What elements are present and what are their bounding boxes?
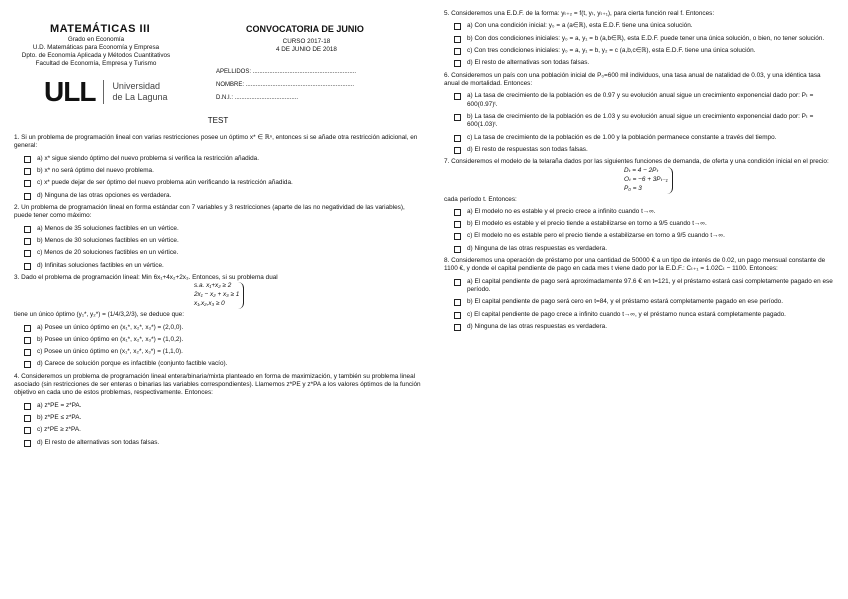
question (444, 10, 836, 68)
option-text: b) x* no será óptimo del nuevo problema. (37, 166, 154, 174)
right-questions (444, 10, 836, 335)
question-continuation: tiene un único óptimo (y₁*, y₂*) = (1/4/3,2/3), se deduce que: (14, 311, 185, 319)
checkbox[interactable] (24, 403, 31, 410)
option-text: b) El modelo es estable y el precio tiende a estabilizarse en torno a 9/5 cuando t→∞. (467, 220, 707, 228)
left-column (14, 0, 422, 446)
test-title: TEST (207, 116, 229, 125)
answer-option[interactable] (24, 167, 422, 175)
left-questions (14, 134, 422, 451)
answer-option[interactable] (24, 348, 422, 356)
question-text: 5. Consideremos una E.D.F. de la forma: yₜ₊₂ = f(t, yₜ, yₜ₊₁), para cierta función real f. Entonces: (444, 10, 715, 17)
math-brace (194, 282, 244, 309)
answer-option[interactable] (454, 323, 836, 331)
unit: U.D. Matemáticas para Economía y Empresa (32, 43, 160, 51)
exam-header (14, 0, 422, 112)
convocatoria: CONVOCATORIA DE JUNIO (246, 24, 364, 34)
question-text: 6. Consideremos un país con una población inicial de P₀=600 mil individuos, una tasa anual de natalidad de 0.03, y una idéntica tasa anual de mortalidad. Entonces: (444, 71, 821, 87)
checkbox[interactable] (454, 299, 461, 306)
checkbox[interactable] (24, 415, 31, 422)
math-line: Dₜ = 4 − 2Pₜ (624, 166, 659, 174)
option-text: c) El modelo no es estable pero el precio tiende a estabilizarse en torno a 9/5 cuando t→∞. (467, 232, 725, 240)
course: CURSO 2017-18 (282, 38, 331, 45)
question (14, 274, 422, 369)
checkbox[interactable] (24, 250, 31, 257)
answer-option[interactable] (454, 35, 836, 43)
answer-option[interactable] (454, 245, 836, 253)
option-text: c) La tasa de crecimiento de la población es de 1.00 y la población permanece constante a través del tiempo. (467, 133, 777, 141)
checkbox[interactable] (24, 349, 31, 356)
question-text: 4. Consideremos un problema de programación lineal entera/binaria/mixta planteado en forma de maximización, y también su problema lineal asociado (sin restricciones de ser enteras o binarias las variables correspondientes). Llamemos z*PE y z*PA a los valores óptimos de la función objetivo en cada uno de estos problemas, respectivamente. Entonces: (14, 372, 421, 397)
answer-option[interactable] (454, 208, 836, 216)
option-text: b) Menos de 30 soluciones factibles en un vértice. (37, 236, 179, 244)
checkbox[interactable] (454, 23, 461, 30)
checkbox[interactable] (454, 93, 461, 100)
answer-option[interactable] (24, 426, 422, 434)
answer-option[interactable] (454, 220, 836, 228)
question-text: 3. Dado el problema de programación lineal: Min 6x₁+4x₂+2x₃. Entonces, si su problema dual (14, 273, 278, 281)
option-text: b) Posee un único óptimo en (x₁*, x₂*, x₃*) = (1,0,2). (37, 335, 184, 343)
answer-option[interactable] (454, 278, 836, 295)
option-text: a) Con una condición inicial: y₀ = a (a∈ℝ), esta E.D.F. tiene una única solución. (467, 22, 693, 30)
checkbox[interactable] (24, 440, 31, 447)
university-logo (44, 78, 168, 106)
option-text: d) Ninguna de las otras opciones es verdadera. (37, 191, 172, 199)
option-text: c) El capital pendiente de pago crece a infinito cuando t→∞, y el préstamo nunca estará completamente pagado. (467, 310, 786, 318)
checkbox[interactable] (454, 279, 461, 286)
checkbox[interactable] (454, 147, 461, 154)
math-line: x₁,x₂,x₃ ≥ 0 (194, 300, 225, 308)
course-date (276, 38, 337, 54)
surname-field[interactable]: APELLIDOS: .............................................................. (216, 69, 357, 75)
checkbox[interactable] (24, 238, 31, 245)
degree: Grado en Economía (67, 36, 125, 43)
question-continuation: cada período t. Entonces: (444, 195, 517, 203)
answer-option[interactable] (454, 113, 836, 130)
option-text: c) x* puede dejar de ser óptimo del nuevo problema aún verificando la restricción añadida. (37, 179, 293, 187)
answer-option[interactable] (454, 232, 836, 240)
checkbox[interactable] (454, 48, 461, 55)
answer-option[interactable] (454, 22, 836, 30)
question-text: 8. Consideremos una operación de préstamo por una cantidad de 50000 € a un tipo de interés de 0.02, un pago mensual constante de 1100 €, y donde el capital pendiente de pago en cada mes t viene dado por la E.D.F.: Cₜ₊₁ = 1.02Cₜ − 1100. Entonces: (444, 257, 826, 273)
answer-option[interactable] (24, 249, 422, 257)
option-text: a) El modelo no es estable y el precio crece a infinito cuando t→∞. (467, 207, 656, 215)
checkbox[interactable] (454, 135, 461, 142)
option-text: b) El capital pendiente de pago será cero en t=84, y el préstamo estará completamente pagado en ese período. (467, 298, 784, 306)
name-field[interactable]: NOMBRE: ................................................................. (216, 82, 355, 88)
checkbox[interactable] (454, 233, 461, 240)
checkbox[interactable] (454, 60, 461, 67)
question (444, 257, 836, 331)
checkbox[interactable] (24, 361, 31, 368)
math-line: P₀ = 3 (624, 184, 642, 192)
answer-option[interactable] (24, 439, 422, 447)
option-text: a) Menos de 35 soluciones factibles en un vértice. (37, 224, 179, 232)
checkbox[interactable] (24, 226, 31, 233)
option-text: d) El resto de respuestas son todas falsas. (467, 145, 588, 153)
question (14, 134, 422, 200)
answer-option[interactable] (24, 402, 422, 410)
answer-option[interactable] (454, 134, 836, 142)
department: Dpto. de Economía Aplicada y Métodos Cuantitativos (21, 51, 171, 59)
answer-option[interactable] (24, 237, 422, 245)
logo-line-1: Universidad (112, 80, 160, 91)
answer-option[interactable] (24, 336, 422, 344)
checkbox[interactable] (454, 36, 461, 43)
option-text: c) z*PE ≥ z*PA. (37, 426, 81, 434)
option-text: d) El resto de alternativas son todas falsas. (37, 438, 160, 446)
logo-text (112, 81, 167, 104)
logo-mark: ULL (44, 76, 96, 107)
answer-option[interactable] (454, 298, 836, 306)
option-text: b) La tasa de crecimiento de la población es de 1.03 y su evolución anual sigue un crecimiento exponencial dado por: Pₜ = 600(1.03)ᵗ. (467, 112, 814, 129)
math-line: 2x₁ − x₂ + x₃ ≥ 1 (194, 291, 240, 299)
student-fields (216, 66, 356, 105)
checkbox[interactable] (454, 312, 461, 319)
answer-option[interactable] (24, 360, 422, 368)
checkbox[interactable] (24, 193, 31, 200)
checkbox[interactable] (24, 156, 31, 163)
math-block (444, 167, 836, 194)
checkbox[interactable] (24, 168, 31, 175)
checkbox[interactable] (454, 114, 461, 121)
option-text: d) Carece de solución porque es infactible (conjunto factible vacío). (37, 360, 228, 368)
answer-option[interactable] (24, 179, 422, 187)
option-text: d) Ninguna de las otras respuestas es verdadera. (467, 244, 607, 252)
option-text: a) El capital pendiente de pago será aproximadamente 97.6 € en t=121, y el préstamo estará casi completamente pagado en ese período. (467, 277, 833, 294)
checkbox[interactable] (454, 209, 461, 216)
checkbox[interactable] (24, 325, 31, 332)
question (444, 72, 836, 155)
math-block (14, 282, 422, 309)
exam-date: 4 DE JUNIO DE 2018 (276, 46, 337, 54)
faculty: Facultad de Economía, Empresa y Turismo (35, 59, 157, 67)
answer-option[interactable] (454, 146, 836, 154)
answer-option[interactable] (454, 47, 836, 55)
option-text: c) Con tres condiciones iniciales: y₀ = a, y₁ = b, y₂ = c (a,b,c∈ℝ), esta E.D.F. tiene una única solución. (467, 46, 756, 54)
option-text: d) El resto de alternativas son todas falsas. (467, 59, 590, 67)
logo-line-2: de La Laguna (112, 92, 168, 102)
answer-option[interactable] (454, 311, 836, 319)
checkbox[interactable] (24, 263, 31, 270)
answer-option[interactable] (24, 225, 422, 233)
answer-option[interactable] (24, 155, 422, 163)
option-text: c) Menos de 20 soluciones factibles en un vértice. (37, 249, 179, 257)
option-text: b) z*PE ≤ z*PA. (37, 414, 82, 422)
subject-title: MATEMÁTICAS III (50, 23, 151, 35)
checkbox[interactable] (454, 324, 461, 331)
question (14, 373, 422, 447)
logo-divider (103, 80, 104, 104)
question-text: 2. Un problema de programación lineal en forma estándar con 7 variables y 3 restricciones (aparte de las no negatividad de las variables), puede tener como máximo: (14, 203, 405, 220)
option-text: b) Con dos condiciones iniciales: y₀ = a, y₁ = b (a,b∈ℝ), esta E.D.F. puede tener una única solución, o bien, no tener solución. (467, 34, 825, 42)
question-text: 1. Si un problema de programación lineal con varias restricciones posee un óptimo x* ∈ ℝⁿ, entonces si se añade otra restricción adicional, en general: (14, 134, 418, 150)
option-text: d) Infinitas soluciones factibles en un vértice. (37, 261, 164, 269)
option-text: a) Posee un único óptimo en (x₁*, x₂*, x₃*) = (2,0,0). (37, 323, 184, 331)
option-text: c) Posee un único óptimo en (x₁*, x₂*, x₃*) = (1,1,0). (37, 348, 183, 356)
checkbox[interactable] (24, 337, 31, 344)
checkbox[interactable] (454, 246, 461, 253)
institution-info (16, 36, 176, 67)
answer-option[interactable] (24, 324, 422, 332)
question (14, 204, 422, 270)
checkbox[interactable] (454, 221, 461, 228)
question (444, 158, 836, 253)
question-text: 7. Consideremos el modelo de la telaraña dados por las siguientes funciones de demanda, de oferta y una condición inicial en el precio: (444, 158, 829, 166)
math-line: Oₜ = −6 + 3Pₜ₋₁ (624, 175, 668, 183)
answer-option[interactable] (24, 192, 422, 200)
dni-field[interactable]: D.N.I.: ...................................... (216, 95, 299, 101)
answer-option[interactable] (24, 414, 422, 422)
math-brace (624, 167, 673, 194)
answer-option[interactable] (24, 262, 422, 270)
option-text: a) z*PE = z*PA. (37, 401, 82, 409)
option-text: d) Ninguna de las otras respuestas es verdadera. (467, 323, 607, 331)
math-line: s.a. x₁+x₂ ≥ 2 (194, 282, 232, 290)
answer-option[interactable] (454, 59, 836, 67)
checkbox[interactable] (24, 427, 31, 434)
checkbox[interactable] (24, 180, 31, 187)
option-text: a) x* sigue siendo óptimo del nuevo problema si verifica la restricción añadida. (37, 154, 260, 162)
answer-option[interactable] (454, 92, 836, 109)
option-text: a) La tasa de crecimiento de la población es de 0.97 y su evolución anual sigue un crecimiento exponencial dado por: Pₜ = 600(0.97)ᵗ. (467, 92, 814, 108)
